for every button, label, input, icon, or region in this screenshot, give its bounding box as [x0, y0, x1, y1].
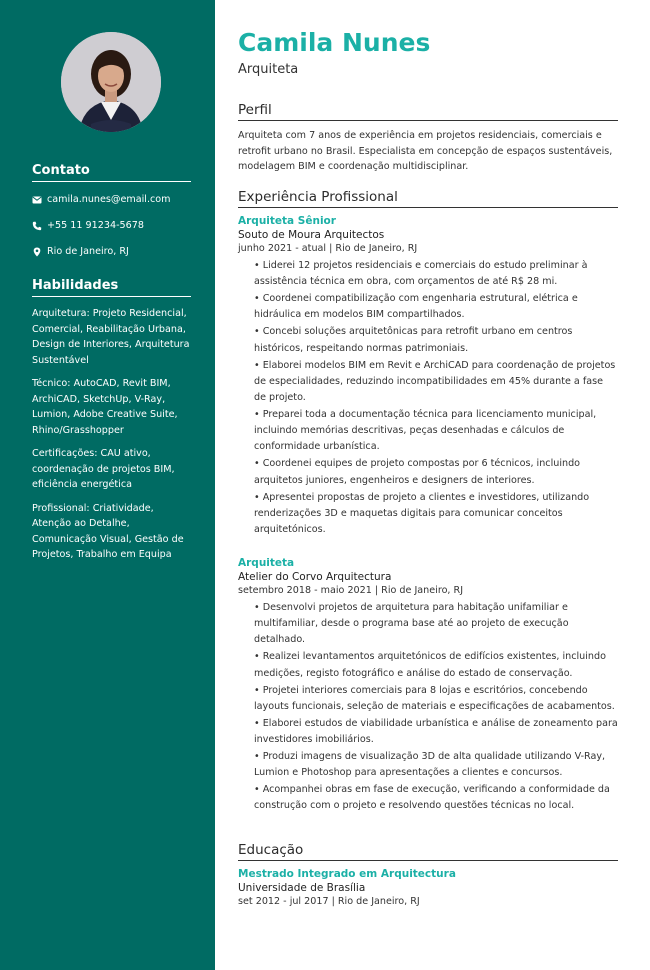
- job-meta: setembro 2018 - maio 2021 | Rio de Janeiro, RJ: [238, 585, 464, 596]
- portrait-image: [61, 32, 161, 132]
- phone-row[interactable]: [32, 217, 191, 234]
- job-bullet: • Liderei 12 projetos residenciais e comerciais do estudo preliminar à assistência técnica em obra, com orçamentos de até R$ 28 mi.: [254, 258, 618, 290]
- experience-title: Experiência Profissional: [238, 189, 618, 208]
- profile-photo: [61, 32, 161, 132]
- job-entry: [238, 557, 618, 815]
- skill-item: Profissional: Criatividade, Atenção ao Detalhe, Comunicação Visual, Gestão de Projetos, Trabalho em Equipa: [32, 502, 184, 560]
- job-company: Souto de Moura Arquitectos: [238, 229, 385, 241]
- job-bullets: [238, 258, 618, 538]
- skills-section: [32, 278, 191, 571]
- job-bullet: • Concebi soluções arquitetônicas para retrofit urbano em centros históricos, respeitando normas patrimoniais.: [254, 324, 618, 356]
- skill-item: Técnico: AutoCAD, Revit BIM, ArchiCAD, SketchUp, V-Ray, Lumion, Adobe Creative Suite, Rhino/Grasshopper: [32, 378, 178, 436]
- education-entry: [238, 868, 618, 907]
- location-pin-icon: [32, 247, 42, 257]
- sidebar: [0, 0, 215, 970]
- job-bullet: • Elaborei modelos BIM em Revit e ArchiCAD para coordenação de projetos de especialidades, reduzindo incompatibilidades em 45% durante a fase de projeto.: [254, 358, 618, 407]
- school-name: Universidade de Brasília: [238, 882, 366, 894]
- job-bullet: • Apresentei propostas de projeto a clientes e investidores, utilizando renderizações 3D e maquetas digitais para comunicar conceitos arquitetónicos.: [254, 490, 618, 539]
- job-bullet: • Acompanhei obras em fase de execução, verificando a conformidade da construção com o projeto e resolvendo questões técnicas no local.: [254, 782, 618, 814]
- job-bullet: • Coordenei equipes de projeto compostas por 6 técnicos, incluindo arquitetos juniores, engenheiros e designers de interiores.: [254, 456, 618, 488]
- job-bullet: • Elaborei estudos de viabilidade urbanística e análise de zoneamento para investidores imobiliários.: [254, 716, 618, 748]
- job-bullet: • Preparei toda a documentação técnica para licenciamento municipal, incluindo memórias descritivas, peças desenhadas e cálculos de conformidade urbanística.: [254, 407, 618, 456]
- job-bullet: • Desenvolvi projetos de arquitetura para habitação unifamiliar e multifamiliar, desde o programa base até ao projeto de execução detalhado.: [254, 600, 618, 649]
- job-bullet: • Projetei interiores comerciais para 8 lojas e escritórios, concebendo layouts funcionais, seleção de materiais e especificações de acabamentos.: [254, 683, 618, 715]
- envelope-icon: [32, 195, 42, 205]
- profile-title: Perfil: [238, 102, 618, 121]
- job-company: Atelier do Corvo Arquitectura: [238, 571, 392, 583]
- job-entry: [238, 215, 618, 539]
- job-bullet: • Coordenei compatibilização com engenharia estrutural, elétrica e hidráulica em modelos BIM compartilhados.: [254, 291, 618, 323]
- job-bullet: • Realizei levantamentos arquitetónicos de edifícios existentes, incluindo medições, registo fotográfico e análise do estado de conservação.: [254, 649, 618, 681]
- profile-text: Arquiteta com 7 anos de experiência em projetos residenciais, comerciais e retrofit urbano no Brasil. Especialista em concepção de espaços sustentáveis, modelagem BIM e coordenação multidisciplinar.: [238, 130, 613, 172]
- education-meta: set 2012 - jul 2017 | Rio de Janeiro, RJ: [238, 896, 420, 907]
- skill-item: Certificações: CAU ativo, coordenação de projetos BIM, eficiência energética: [32, 448, 175, 490]
- job-meta: junho 2021 - atual | Rio de Janeiro, RJ: [238, 243, 418, 254]
- phone-icon: [32, 221, 42, 231]
- job-title: Arquiteta Sênior: [238, 215, 336, 227]
- contact-section: [32, 163, 191, 269]
- job-bullets: [238, 600, 618, 815]
- skills-title: Habilidades: [32, 278, 191, 297]
- person-role: Arquiteta: [238, 62, 299, 77]
- contact-title: Contato: [32, 163, 191, 182]
- job-title: Arquiteta: [238, 557, 295, 569]
- education-title: Educação: [238, 842, 618, 861]
- skill-item: Arquitetura: Projeto Residencial, Comercial, Reabilitação Urbana, Design de Interiores, Arquitetura Sustentável: [32, 308, 190, 366]
- email-text[interactable]: camila.nunes@email.com: [47, 194, 171, 205]
- person-name: Camila Nunes: [238, 28, 431, 57]
- job-bullet: • Produzi imagens de visualização 3D de alta qualidade utilizando V-Ray, Lumion e Photoshop para apresentações a clientes e concursos.: [254, 749, 618, 781]
- location-text: Rio de Janeiro, RJ: [47, 246, 129, 257]
- phone-text[interactable]: +55 11 91234-5678: [47, 220, 144, 231]
- location-row: [32, 243, 191, 260]
- email-row[interactable]: [32, 191, 191, 208]
- degree-title: Mestrado Integrado em Arquitectura: [238, 868, 456, 880]
